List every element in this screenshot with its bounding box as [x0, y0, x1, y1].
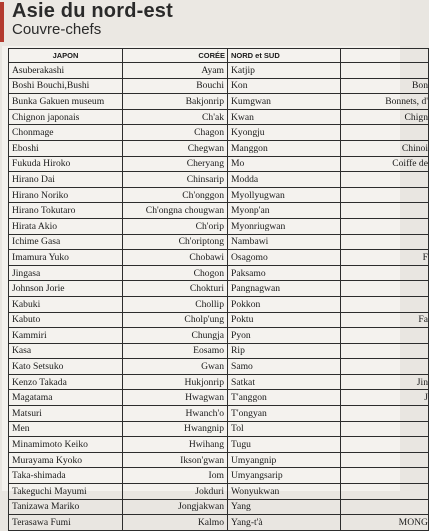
cell-nord-et-sud: Tol [228, 421, 341, 437]
cell-extra [341, 499, 429, 515]
table-row [9, 437, 429, 453]
cell-japon: Kabuto [9, 312, 123, 328]
cell-coree: Iom [123, 468, 228, 484]
glossary-table [8, 48, 429, 531]
cell-coree: Ch'ak [123, 109, 228, 125]
cell-japon: Johnson Jorie [9, 281, 123, 297]
table-row [9, 452, 429, 468]
cell-coree: Chogon [123, 265, 228, 281]
cell-japon: Tanizawa Mariko [9, 499, 123, 515]
cell-coree: Kalmo [123, 515, 228, 531]
cell-japon: Terasawa Fumi [9, 515, 123, 531]
table-row [9, 250, 429, 266]
cell-japon: Eboshi [9, 140, 123, 156]
cell-extra [341, 203, 429, 219]
cell-nord-et-sud: Pokkon [228, 296, 341, 312]
cell-japon: Bunka Gakuen museum [9, 94, 123, 110]
cell-coree: Eosamo [123, 343, 228, 359]
cell-extra [341, 172, 429, 188]
cell-coree: Chinsarip [123, 172, 228, 188]
cell-coree: Hwangnip [123, 421, 228, 437]
cell-japon: Kammiri [9, 328, 123, 344]
cell-japon: Murayama Kyoko [9, 452, 123, 468]
column-header-extra [341, 49, 429, 63]
table-row [9, 374, 429, 390]
cell-nord-et-sud: Modda [228, 172, 341, 188]
table-row [9, 390, 429, 406]
table-row [9, 125, 429, 141]
cell-coree: Chollip [123, 296, 228, 312]
cell-nord-et-sud: Pangnagwan [228, 281, 341, 297]
cell-nord-et-sud: Yang [228, 499, 341, 515]
table-row [9, 140, 429, 156]
cell-japon: Hirano Dai [9, 172, 123, 188]
cell-japon: Kasa [9, 343, 123, 359]
cell-extra: Fa [341, 312, 429, 328]
cell-nord-et-sud: Rip [228, 343, 341, 359]
cell-extra [341, 468, 429, 484]
accent-bar [0, 2, 4, 42]
cell-nord-et-sud: Tugu [228, 437, 341, 453]
table-row [9, 421, 429, 437]
cell-extra: Coiffe de [341, 156, 429, 172]
cell-japon: Asuberakashi [9, 63, 123, 79]
cell-nord-et-sud: Myonriugwan [228, 218, 341, 234]
cell-coree: Cholp'ung [123, 312, 228, 328]
cell-coree: Cheryang [123, 156, 228, 172]
cell-extra: J [341, 390, 429, 406]
cell-nord-et-sud: Pyon [228, 328, 341, 344]
cell-japon: Ichime Gasa [9, 234, 123, 250]
table-row [9, 359, 429, 375]
cell-extra: MONG [341, 515, 429, 531]
cell-coree: Ch'orip [123, 218, 228, 234]
table-row [9, 406, 429, 422]
cell-coree: Hwagwan [123, 390, 228, 406]
cell-coree: Chegwan [123, 140, 228, 156]
cell-coree: Hukjonrip [123, 374, 228, 390]
table-row [9, 172, 429, 188]
column-header-nord-et-sud: NORD et SUD [228, 49, 341, 63]
cell-extra [341, 281, 429, 297]
cell-extra: Jin [341, 374, 429, 390]
cell-nord-et-sud: Kumgwan [228, 94, 341, 110]
cell-japon: Jingasa [9, 265, 123, 281]
cell-coree: Gwan [123, 359, 228, 375]
cell-japon: Boshi Bouchi,Bushi [9, 78, 123, 94]
cell-extra [341, 343, 429, 359]
cell-nord-et-sud: Paksamo [228, 265, 341, 281]
page-subtitle: Couvre-chefs [12, 21, 102, 38]
cell-coree: Bouchi [123, 78, 228, 94]
cell-japon: Chonmage [9, 125, 123, 141]
cell-nord-et-sud: Umyangsarip [228, 468, 341, 484]
table-row [9, 484, 429, 500]
table-row [9, 234, 429, 250]
table-row [9, 328, 429, 344]
cell-nord-et-sud: Samo [228, 359, 341, 375]
cell-japon: Hirata Akio [9, 218, 123, 234]
cell-extra [341, 421, 429, 437]
cell-coree: Jokduri [123, 484, 228, 500]
table-header-row [9, 49, 429, 63]
cell-extra [341, 359, 429, 375]
table-row [9, 343, 429, 359]
cell-japon: Kenzo Takada [9, 374, 123, 390]
cell-nord-et-sud: Wonyukwan [228, 484, 341, 500]
cell-extra [341, 484, 429, 500]
cell-extra: Bon [341, 78, 429, 94]
cell-japon: Minamimoto Keiko [9, 437, 123, 453]
cell-japon: Hirano Tokutaro [9, 203, 123, 219]
table-row [9, 499, 429, 515]
table-row [9, 468, 429, 484]
cell-nord-et-sud: Manggon [228, 140, 341, 156]
cell-coree: Ayam [123, 63, 228, 79]
table-row [9, 203, 429, 219]
table-row [9, 265, 429, 281]
cell-nord-et-sud: Myollyugwan [228, 187, 341, 203]
cell-coree: Ikson'gwan [123, 452, 228, 468]
cell-nord-et-sud: Osagomo [228, 250, 341, 266]
cell-extra [341, 452, 429, 468]
cell-japon: Kato Setsuko [9, 359, 123, 375]
cell-extra: Bonnets, d' [341, 94, 429, 110]
table-row [9, 312, 429, 328]
cell-nord-et-sud: Umyangnip [228, 452, 341, 468]
cell-nord-et-sud: T'anggon [228, 390, 341, 406]
table-row [9, 109, 429, 125]
cell-extra [341, 234, 429, 250]
cell-extra: Chinoi [341, 140, 429, 156]
cell-coree: Chokturi [123, 281, 228, 297]
cell-extra [341, 406, 429, 422]
cell-coree: Chagon [123, 125, 228, 141]
table-row [9, 63, 429, 79]
page-title: Asie du nord-est [12, 0, 173, 22]
cell-nord-et-sud: Katjip [228, 63, 341, 79]
table-row [9, 515, 429, 531]
cell-coree: Chungja [123, 328, 228, 344]
cell-nord-et-sud: T'ongyan [228, 406, 341, 422]
cell-nord-et-sud: Yang-t'à [228, 515, 341, 531]
cell-japon: Fukuda Hiroko [9, 156, 123, 172]
cell-japon: Imamura Yuko [9, 250, 123, 266]
cell-extra: Chign [341, 109, 429, 125]
cell-japon: Magatama [9, 390, 123, 406]
page-header [0, 0, 400, 46]
table-row [9, 187, 429, 203]
cell-extra: F [341, 250, 429, 266]
table-row [9, 78, 429, 94]
cell-nord-et-sud: Satkat [228, 374, 341, 390]
cell-nord-et-sud: Kwan [228, 109, 341, 125]
cell-nord-et-sud: Nambawi [228, 234, 341, 250]
cell-extra [341, 125, 429, 141]
cell-coree: Jongjakwan [123, 499, 228, 515]
cell-japon: Men [9, 421, 123, 437]
cell-extra [341, 63, 429, 79]
cell-nord-et-sud: Poktu [228, 312, 341, 328]
cell-nord-et-sud: Myonp'an [228, 203, 341, 219]
cell-coree: Hwihang [123, 437, 228, 453]
cell-nord-et-sud: Mo [228, 156, 341, 172]
table-row [9, 281, 429, 297]
cell-coree: Ch'ongna chougwan [123, 203, 228, 219]
cell-extra [341, 218, 429, 234]
cell-coree: Bakjonrip [123, 94, 228, 110]
cell-extra [341, 187, 429, 203]
cell-coree: Chobawi [123, 250, 228, 266]
column-header-japon: JAPON [9, 49, 123, 63]
cell-japon: Kabuki [9, 296, 123, 312]
cell-extra [341, 265, 429, 281]
cell-coree: Ch'oriptong [123, 234, 228, 250]
table-row [9, 296, 429, 312]
cell-extra [341, 437, 429, 453]
cell-japon: Taka-shimada [9, 468, 123, 484]
cell-nord-et-sud: Kyongju [228, 125, 341, 141]
table-row [9, 94, 429, 110]
cell-japon: Hirano Noriko [9, 187, 123, 203]
cell-japon: Chignon japonais [9, 109, 123, 125]
cell-coree: Ch'onggon [123, 187, 228, 203]
table-row [9, 218, 429, 234]
cell-extra [341, 296, 429, 312]
column-header-coree: CORÉE [123, 49, 228, 63]
cell-extra [341, 328, 429, 344]
table-row [9, 156, 429, 172]
cell-japon: Takeguchi Mayumi [9, 484, 123, 500]
cell-japon: Matsuri [9, 406, 123, 422]
table-sheet [2, 46, 428, 529]
cell-nord-et-sud: Kon [228, 78, 341, 94]
cell-coree: Hwanch'o [123, 406, 228, 422]
